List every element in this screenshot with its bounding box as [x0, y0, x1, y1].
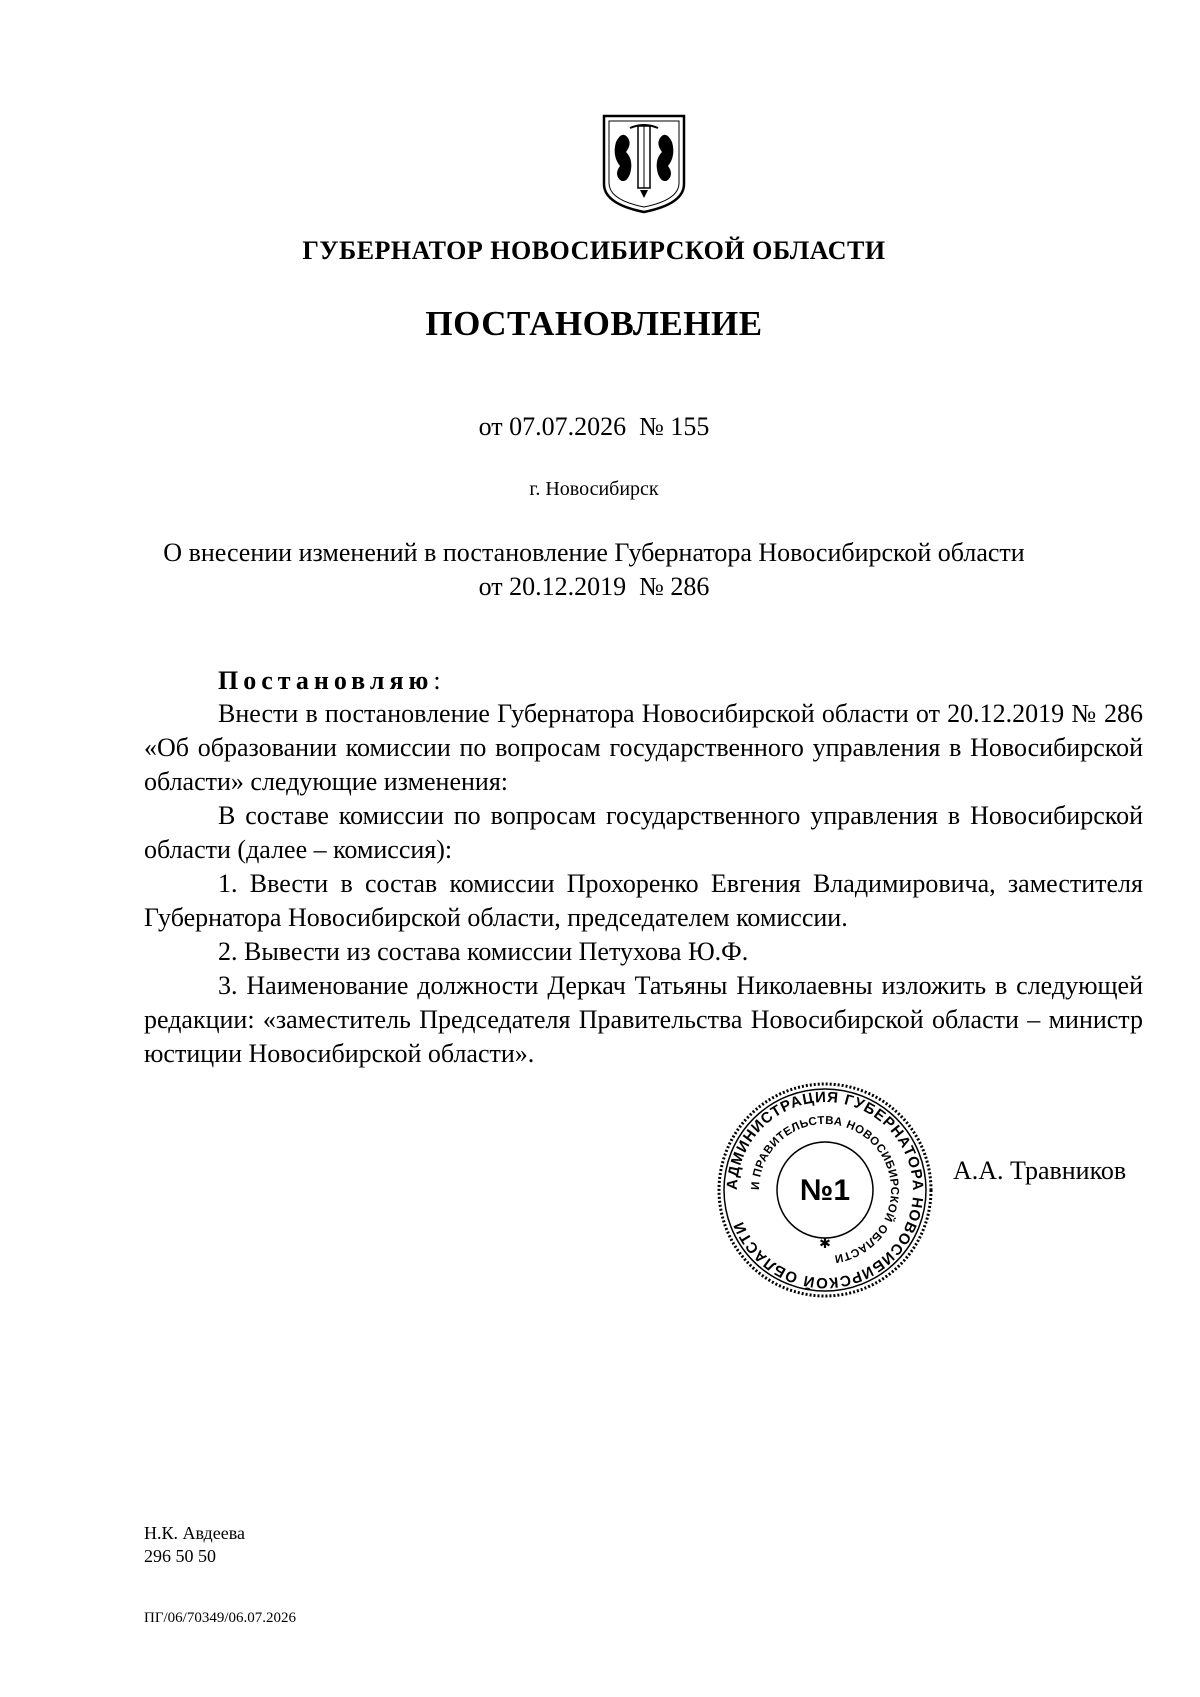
- official-seal-stamp: [715, 1080, 935, 1300]
- body-paragraph-1: Внести в постановление Губернатора Новосибирской области от 20.12.2019 № 286 «Об образовании комиссии по вопросам государственного управления в Новосибирской области» следующие изменения:: [144, 699, 1143, 796]
- stamp-outer-text: АДМИНИСТРАЦИЯ ГУБЕРНАТОРА НОВОСИБИРСКОЙ ОБЛАСТИ: [723, 1088, 927, 1292]
- executor-phone: 296 50 50: [144, 1546, 216, 1566]
- decree-heading: [218, 666, 441, 696]
- stamp-number: №1: [799, 1174, 851, 1207]
- subject-line-2: от 20.12.2019 № 286: [478, 572, 710, 601]
- subject-line-1: О внесении изменений в постановление Губернатора Новосибирской области: [163, 538, 1025, 567]
- coat-of-arms-emblem: [600, 112, 688, 216]
- document-type-title: ПОСТАНОВЛЕНИЕ: [425, 304, 763, 343]
- body-item-1: 1. Ввести в состав комиссии Прохоренко Евгения Владимировича, заместителя Губернатора Новосибирской области, председателем комиссии.: [144, 869, 1143, 932]
- document-date-number: от 07.07.2026 № 155: [478, 412, 710, 441]
- document-body: [144, 697, 1143, 1071]
- decree-word: Постановляю: [218, 666, 434, 695]
- executor-name: Н.К. Авдеева: [144, 1523, 245, 1543]
- document-city: г. Новосибирск: [529, 478, 659, 500]
- body-paragraph-2: В составе комиссии по вопросам государственного управления в Новосибирской области (далее – комиссия):: [144, 801, 1143, 864]
- document-subject: [150, 536, 1038, 604]
- decree-colon: :: [433, 666, 441, 695]
- executor-info: [144, 1522, 245, 1568]
- signer-name: А.А. Травников: [953, 1156, 1127, 1185]
- stamp-star-icon: ✱: [819, 1237, 831, 1252]
- document-registration-id: ПГ/06/70349/06.07.2026: [144, 1610, 297, 1626]
- body-item-3: 3. Наименование должности Деркач Татьяны Николаевны изложить в следующей редакции: «заместитель Председателя Правительства Новосибирской области – министр юстиции Новосибирской области».: [144, 971, 1143, 1068]
- body-item-2: 2. Вывести из состава комиссии Петухова Ю.Ф.: [218, 937, 749, 966]
- issuing-authority: ГУБЕРНАТОР НОВОСИБИРСКОЙ ОБЛАСТИ: [302, 236, 886, 265]
- stamp-inner-text: И ПРАВИТЕЛЬСТВА НОВОСИБИРСКОЙ ОБЛАСТИ: [749, 1114, 901, 1265]
